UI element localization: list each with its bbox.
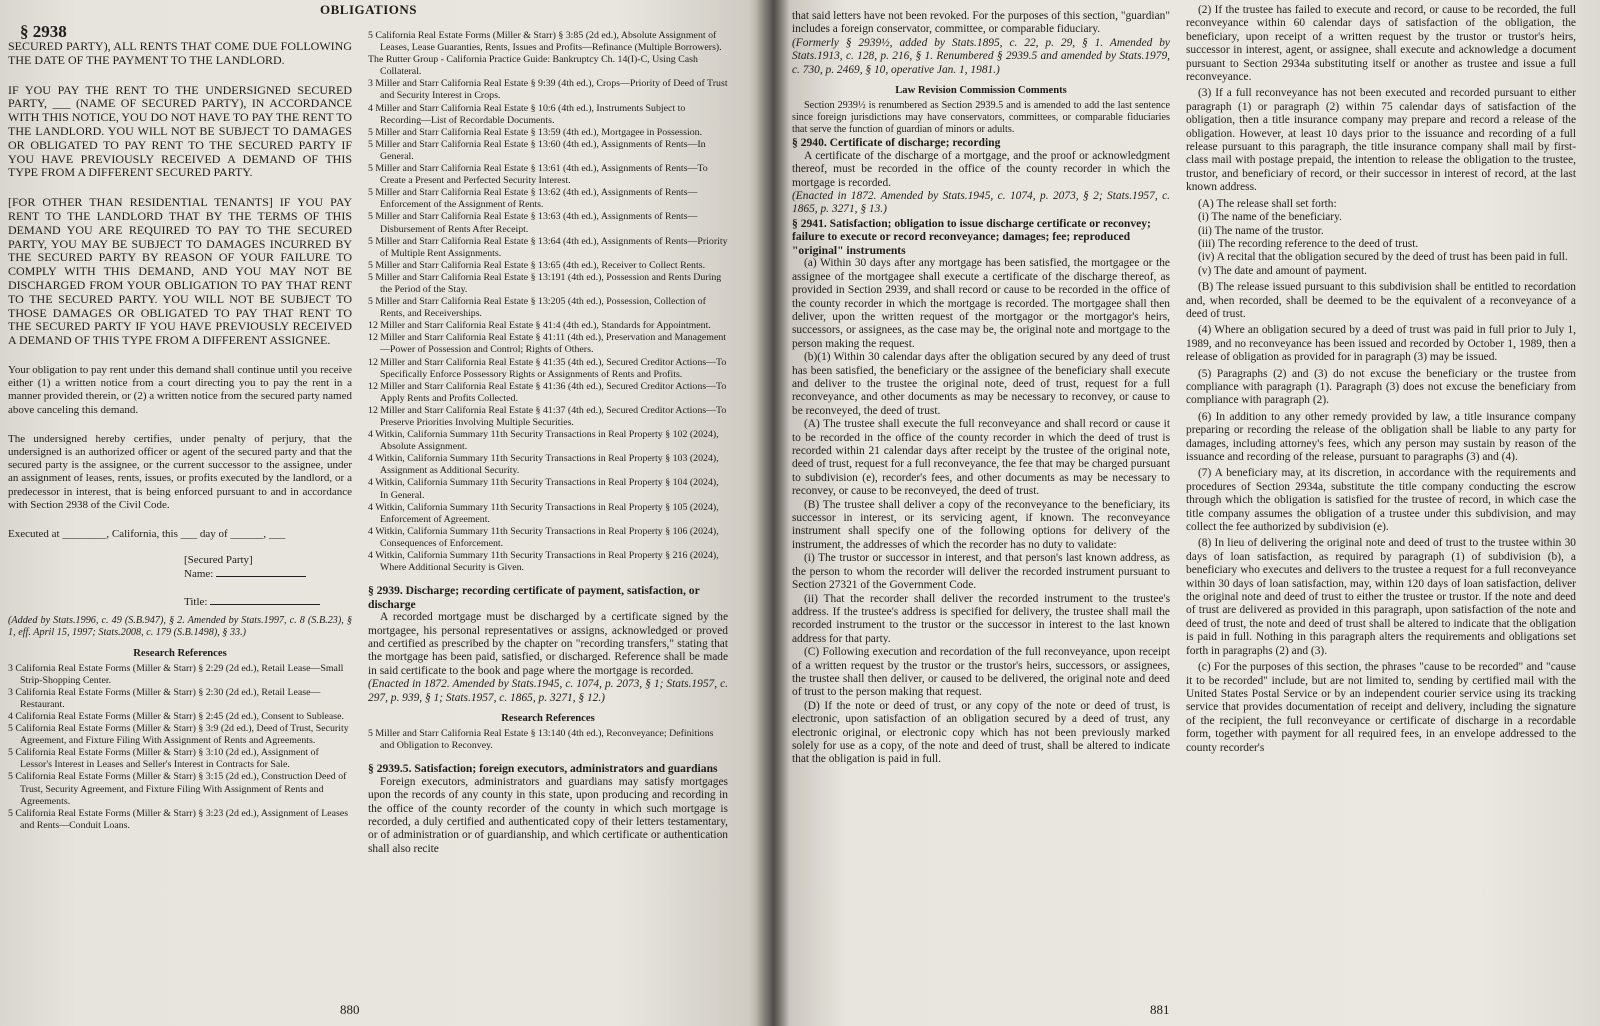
ref-item: 4 Witkin, California Summary 11th Security Transactions in Real Property § 104 (2024), In General.	[368, 477, 719, 501]
lrc-text: Section 2939½ is renumbered as Section 2939.5 and is amended to add the last sentence since foreign jurisdictions may have conservators, committees, or comparable fiduciaries that serve the function of guardian of minors or adults.	[792, 100, 1170, 136]
caps-paragraph: IF YOU PAY THE RENT TO THE UNDERSIGNED SECURED PARTY, ___ (NAME OF SECURED PARTY), IN ACCORDANCE WITH THIS NOTICE, YOU DO NOT HAVE TO PAY THE RENT TO THE LANDLORD. YOU WILL NOT BE SUBJECT TO DAMAGES OR OBLIGATED TO PAY RENT TO THE SECURED PARTY IF YOU HAVE PREVIOUSLY RECEIVED A DEMAND OF THIS TYPE FROM A DIFFERENT SECURED PARTY.	[8, 82, 352, 180]
ref-item: 4 Witkin, California Summary 11th Security Transactions in Real Property § 102 (2024), Absolute Assignment.	[368, 429, 719, 453]
section-paragraph: (3) If a full reconveyance has not been executed and recorded pursuant to either paragraph (1) or paragraph (2) within 75 calendar days of satisfaction of the obligation, then a title insurance company may prepare and record a release of the obligation. However, at least 10 days prior to the issuance and recording of a full release pursuant to this paragraph, the title insurance company shall mail by first-class mail with postage prepaid, the intention to release the obligation to the trustee, trustor, and beneficiary of record, or their successor in interest of record, at the last known address.	[1186, 87, 1576, 194]
section-paragraph: (A) The trustee shall execute the full reconveyance and shall record or cause it to be recorded in the office of the county recorder in which the deed of trust is recorded within 21 calendar days after receipt by the trustee of the original note, deed of trust, request for a full reconveyance, the fee that may be charged pursuant to subdivision (e), recorder's fees, and other documents as may be necessary to reconvey, or cause to be reconveyed, the deed of trust.	[792, 418, 1170, 498]
executed-line: Executed at ________, California, this ___ day of ______, ___	[8, 527, 286, 540]
section-heading: § 2940. Certificate of discharge; recording	[792, 136, 1001, 150]
ref-item: 4 California Real Estate Forms (Miller & Starr) § 2:45 (2d ed.), Consent to Sublease.	[8, 710, 344, 722]
ref-item: 5 California Real Estate Forms (Miller & Starr) § 3:85 (2d ed.), Absolute Assignment of Leases, Lease Guaranties, Rents, Issues and Profits—Refinance (Multiple Borrowers).	[368, 30, 722, 54]
refs-heading: Research References	[133, 647, 227, 659]
ref-item: 3 California Real Estate Forms (Miller & Starr) § 2:29 (2d ed.), Retail Lease—Small Strip-Shopping Center.	[8, 662, 344, 686]
history-note: (Enacted in 1872. Amended by Stats.1945, c. 1074, p. 2073, § 2; Stats.1957, c. 1865, p. 3271, § 13.)	[792, 190, 1170, 216]
signature-block	[184, 553, 352, 609]
ref-item: 5 California Real Estate Forms (Miller & Starr) § 3:15 (2d ed.), Construction Deed of Trust, Security Agreement, and Fixture Filing With Assignment of Rents and Agreements.	[8, 771, 347, 807]
right-column-1	[792, 10, 1170, 767]
ref-item: 12 Miller and Starr California Real Estate § 41:11 (4th ed.), Preservation and Management—Power of Possession and Control; Rights of Others.	[368, 332, 727, 356]
body-paragraph: Your obligation to pay rent under this demand shall continue until you receive either (1) a written notice from a court directing you to pay the rent in a manner provided therein, or (2) a written notice from the secured party named above canceling this demand.	[8, 363, 352, 416]
section-paragraph: (5) Paragraphs (2) and (3) do not excuse the beneficiary or the trustee from compliance with paragraph (1). Paragraph (3) does not excuse the beneficiary from compliance with paragraph (2).	[1186, 367, 1576, 407]
ref-item: 5 Miller and Starr California Real Estate § 13:62 (4th ed.), Assignments of Rents—Enforcement of the Assignment of Rents.	[368, 187, 698, 211]
section-paragraph: (iii) The recording reference to the deed of trust.	[1198, 237, 1419, 250]
section-paragraph: (A) The release shall set forth:	[1198, 197, 1337, 210]
signature-label: [Secured Party]	[184, 554, 253, 567]
right-column-2	[1186, 4, 1576, 755]
ref-item: 12 Miller and Starr California Real Estate § 41:35 (4th ed.), Secured Creditor Actions—To Specifically Enforce Possessory Rights or Assignments of Rents and Profits.	[368, 356, 727, 380]
ref-item: 5 California Real Estate Forms (Miller & Starr) § 3:9 (2d ed.), Deed of Trust, Security Agreement, and Fixture Filing With Assignment of Rents and Agreements.	[8, 723, 349, 747]
section-paragraph: (4) Where an obligation secured by a deed of trust was paid in full prior to July 1, 1989, and no reconveyance has been issued and recorded by October 1, 1989, then a release of obligation as provided for in paragraph (3) may be issued.	[1186, 324, 1576, 364]
section-body: Foreign executors, administrators and guardians may satisfy mortgages upon the records of any county in this state, upon producing and recording in the office of the county recorder of the county in which such mortgage is recorded, a duly certified and authenticated copy of their letters testamentary, or of administration or of guardianship, and which certificate or authentication shall also recite	[368, 775, 728, 855]
section-paragraph: (7) A beneficiary may, at its discretion, in accordance with the requirements and procedures of Section 2934a, substitute the title company conducting the escrow through which the obligation is satisfied for the trustee of record, in which case the title company assumes the obligation of a trustee under this subdivision, and may collect the fee authorized by subdivision (e).	[1186, 467, 1576, 534]
section-heading: § 2939. Discharge; recording certificate of payment, satisfaction, or discharge	[368, 584, 700, 611]
ref-item: The Rutter Group - California Practice Guide: Bankruptcy Ch. 14(I)-C, Using Cash Collateral.	[368, 54, 698, 78]
section-paragraph: (i) The trustor or successor in interest, and that person's last known address, as the person to whom the recorder will deliver the recorded instrument pursuant to Section 27321 of the Government Code.	[792, 552, 1170, 592]
history-note: (Formerly § 2939½, added by Stats.1895, c. 22, p. 29, § 1. Amended by Stats.1913, c. 128, p. 216, § 1. Renumbered § 2939.5 and amended by Stats.1979, c. 730, p. 2469, § 10, operative Jan. 1, 1981.)	[792, 36, 1170, 76]
page-number: 880	[340, 1002, 360, 1017]
section-paragraph: (ii) That the recorder shall deliver the recorded instrument to the trustee's address. If the trustee's address is specified for delivery, the trustee shall mail the recorded instrument to the trustor or the successor in interest to the last known address for that party.	[792, 592, 1170, 645]
section-body: A certificate of the discharge of a mortgage, and the proof or acknowledgment thereof, must be recorded in the office of the county recorder in which the mortgage is recorded.	[792, 149, 1170, 189]
signature-line	[210, 604, 320, 605]
section-paragraph: (6) In addition to any other remedy provided by law, a title insurance company preparing or recording the release of the obligation shall be liable to any party for damages, including attorney's fees, which any person may sustain by reason of the issuance and recording of the release, pursuant to paragraphs (3) and (4).	[1186, 410, 1576, 463]
section-paragraph: (b)(1) Within 30 calendar days after the obligation secured by any deed of trust has been satisfied, the beneficiary or the assignee of the beneficiary shall execute and deliver to the trustee the original note, deed of trust, request for a full reconveyance, and other documents as may be necessary to reconvey, or cause to be reconveyed, the deed of trust.	[792, 351, 1170, 417]
ref-item: 5 Miller and Starr California Real Estate § 13:205 (4th ed.), Possession, Collection of Rents, and Receiverships.	[368, 296, 706, 320]
section-tag: § 2938	[20, 22, 67, 41]
section-paragraph: (C) Following execution and recordation of the full reconveyance, upon receipt of a written request by the trustor or the trustor's heirs, successors, or assignees, the trustee shall then deliver, or caused to be delivered, the original note and deed of trust to the person making that request.	[792, 646, 1170, 699]
ref-item: 5 Miller and Starr California Real Estate § 13:140 (4th ed.), Reconveyance; Definitions and Obligation to Reconvey.	[368, 728, 714, 752]
ref-item: 12 Miller and Starr California Real Estate § 41:37 (4th ed.), Secured Creditor Actions—To Preserve Priorities Involving Multiple Securities.	[368, 404, 727, 428]
section-paragraph: (2) If the trustee has failed to execute and record, or cause to be recorded, the full reconveyance within 60 calendar days of satisfaction of the obligation, the beneficiary, upon receipt of a written request by the trustor or trustor's heirs, successor in interest, agent, or assignee, shall execute and acknowledge a document pursuant to Section 2934a substituting itself or another as trustee and issue a full reconveyance.	[1186, 4, 1576, 84]
ref-item: 5 California Real Estate Forms (Miller & Starr) § 3:23 (2d ed.), Assignment of Leases and Rents—Conduit Loans.	[8, 807, 349, 831]
continued-text: that said letters have not been revoked. For the purposes of this section, "guardian" includes a foreign conservator, committee, or comparable fiduciary.	[792, 10, 1170, 36]
section-paragraph: (8) In lieu of delivering the original note and deed of trust to the trustee within 30 days of loan satisfaction, as required by paragraph (1) of subdivision (b), a beneficiary who executes and delivers to the trustee a request for a full reconveyance within 30 days of loan satisfaction, may, within 120 days of loan satisfaction, deliver the original note and deed of trust to either the trustee or trustor. If the note and deed of trust are delivered as provided in this paragraph, upon satisfaction of the note and deed of trust, the note and deed of trust shall be altered to indicate that the obligation is paid in full. Nothing in this paragraph alters the requirements and obligations set forth in paragraphs (2) and (3).	[1186, 537, 1576, 657]
left-column-2	[368, 30, 728, 856]
page-number: 881	[1150, 1002, 1170, 1017]
ref-item: 3 California Real Estate Forms (Miller & Starr) § 2:30 (2d ed.), Retail Lease—Restaurant.	[8, 686, 321, 710]
section-paragraph: (i) The name of the beneficiary.	[1198, 211, 1342, 224]
section-paragraph: (D) If the note or deed of trust, or any copy of the note or deed of trust, is electronic, upon satisfaction of an obligation secured by a deed of trust, any electronic original, or electronic copy which has not been previously marked solely for use as a copy, of the note and deed of trust, shall be altered to indicate that the obligation is paid in full.	[792, 699, 1170, 766]
section-paragraph: (a) Within 30 days after any mortgage has been satisfied, the mortgagee or the assignee of the mortgagee shall execute a certificate of the discharge thereof, as provided in Section 2939, and shall record or cause to be recorded in the office of the county recorder in which the mortgage is recorded. The mortgagee shall then deliver, upon the written request of the mortgagor or the mortgagor's heirs, successors, or assignees, as the case may be, the original note and mortgage to the person making the request.	[792, 257, 1170, 350]
section-paragraph: (c) For the purposes of this section, the phrases "cause to be recorded" and "cause it to be recorded" include, but are not limited to, sending by certified mail with the United States Postal Service or by an independent courier service using its tracking service that provides documentation of receipt and delivery, including the signature of the recipient, the full reconveyance or certificate of discharge in a recordable form, together with payment for all required fees, in an envelope addressed to the county recorder's	[1186, 661, 1576, 754]
ref-item: 4 Witkin, California Summary 11th Security Transactions in Real Property § 105 (2024), Enforcement of Agreement.	[368, 501, 719, 525]
section-heading: § 2941. Satisfaction; obligation to issue discharge certificate or reconvey; failure to execute or record reconveyance; damages; fee; reproduced "original" instruments	[792, 216, 1151, 257]
ref-item: 5 Miller and Starr California Real Estate § 13:61 (4th ed.), Assignments of Rents—To Create a Present and Perfected Security Interest.	[368, 163, 708, 187]
section-body: A recorded mortgage must be discharged by a certificate signed by the mortgagee, his personal representatives or assigns, acknowledged or proved and certified as prescribed by the chapter on "recording transfers," stating that the mortgage has been paid, satisfied, or discharged. Reference shall be made in said certificate to the book and page where the mortgage is recorded.	[368, 611, 728, 677]
caps-paragraph: [FOR OTHER THAN RESIDENTIAL TENANTS] IF YOU PAY RENT TO THE LANDLORD THAT BY THE TERMS OF THIS DEMAND YOU ARE REQUIRED TO PAY TO THE SECURED PARTY, YOU MAY BE SUBJECT TO DAMAGES INCURRED BY THE SECURED PARTY BY REASON OF YOUR FAILURE TO COMPLY WITH THIS DEMAND, AND YOU MAY NOT BE DISCHARGED FROM YOUR OBLIGATION TO PAY THAT RENT TO THE SECURED PARTY. YOU WILL NOT BE SUBJECT TO THOSE DAMAGES OR OBLIGATED TO PAY THAT RENT TO THE SECURED PARTY IF YOU HAVE PREVIOUSLY RECEIVED A DEMAND OF THIS TYPE FROM A DIFFERENT ASSIGNEE.	[8, 195, 352, 348]
section-paragraph: (v) The date and amount of payment.	[1198, 264, 1368, 277]
ref-item: 3 Miller and Starr California Real Estate § 9:39 (4th ed.), Crops—Priority of Deed of Trust and Security Interest in Crops.	[368, 78, 728, 102]
refs-list	[8, 663, 352, 832]
ref-item: 5 Miller and Starr California Real Estate § 13:64 (4th ed.), Assignments of Rents—Priority of Multiple Rent Assignments.	[368, 235, 728, 259]
signature-line	[216, 576, 306, 577]
signature-label: Name:	[184, 568, 214, 581]
ref-item: 5 Miller and Starr California Real Estate § 13:191 (4th ed.), Possession and Rents During the Period of the Stay.	[368, 271, 722, 295]
ref-item: 4 Miller and Starr California Real Estate § 10:6 (4th ed.), Instruments Subject to Recording—List of Recordable Documents.	[368, 102, 686, 126]
ref-item: 4 Witkin, California Summary 11th Security Transactions in Real Property § 103 (2024), Assignment as Additional Security.	[368, 453, 719, 477]
section-paragraph: (B) The release issued pursuant to this subdivision shall be entitled to recordation and, when recorded, shall be deemed to be the equivalent of a reconveyance of a deed of trust.	[1186, 281, 1576, 320]
signature-label: Title:	[184, 596, 208, 609]
lrc-heading: Law Revision Commission Comments	[895, 85, 1067, 97]
body-paragraph: The undersigned hereby certifies, under penalty of perjury, that the undersigned is an authorized officer or agent of the secured party and that the secured party is the assignee, or the current successor to the assignee, under an assignment of leases, rents, issues, or profits executed by the landlord, or a predecessor in interest, that is being enforced pursuant to and in accordance with Section 2938 of the Civil Code.	[8, 432, 352, 511]
ref-item: 5 Miller and Starr California Real Estate § 13:63 (4th ed.), Assignments of Rents—Disbursement of Rents After Receipt.	[368, 211, 698, 235]
ref-item: 4 Witkin, California Summary 11th Security Transactions in Real Property § 216 (2024), Where Additional Security is Given.	[368, 550, 719, 574]
section-paragraph: (iv) A recital that the obligation secured by the deed of trust has been paid in full.	[1198, 251, 1568, 264]
ref-item: 5 Miller and Starr California Real Estate § 13:59 (4th ed.), Mortgagee in Possession.	[368, 126, 703, 138]
ref-item: 12 Miller and Starr California Real Estate § 41:4 (4th ed.), Standards for Appointment.	[368, 320, 711, 332]
ref-item: 5 California Real Estate Forms (Miller & Starr) § 3:10 (2d ed.), Assignment of Lessor's Interest in Leases and Seller's Interest in Contracts for Sale.	[8, 747, 319, 771]
left-column-1	[8, 40, 352, 832]
ref-item: 4 Witkin, California Summary 11th Security Transactions in Real Property § 106 (2024), Consequences of Enforcement.	[368, 525, 719, 549]
section-paragraph: (ii) The name of the trustor.	[1198, 224, 1324, 237]
refs-list	[368, 30, 728, 574]
refs-heading: Research References	[501, 713, 595, 725]
section-heading: § 2939.5. Satisfaction; foreign executors, administrators and guardians	[368, 762, 718, 776]
ref-item: 5 Miller and Starr California Real Estate § 13:65 (4th ed.), Receiver to Collect Rents.	[368, 259, 706, 271]
history-note: (Added by Stats.1996, c. 49 (S.B.947), § 2. Amended by Stats.1997, c. 8 (S.B.23), § 1, eff. April 15, 1997; Stats.2008, c. 179 (S.B.1498), § 33.)	[8, 615, 352, 639]
section-paragraph: (B) The trustee shall deliver a copy of the reconveyance to the beneficiary, its successor in interest, or its servicing agent, if known. The reconveyance instrument shall specify one of the following options for delivery of the instrument, the addresses of which the recorder has no duty to validate:	[792, 498, 1170, 551]
caps-paragraph: SECURED PARTY), ALL RENTS THAT COME DUE FOLLOWING THE DATE OF THE PAYMENT TO THE LANDLORD.	[8, 39, 352, 67]
history-note: (Enacted in 1872. Amended by Stats.1945, c. 1074, p. 2073, § 1; Stats.1957, c. 297, p. 939, § 1; Stats.1957, c. 1865, p. 3271, § 12.)	[368, 678, 728, 704]
ref-item: 5 Miller and Starr California Real Estate § 13:60 (4th ed.), Assignments of Rents—In General.	[368, 138, 706, 162]
running-head: OBLIGATIONS	[320, 2, 418, 17]
right-page	[772, 0, 1600, 1026]
ref-item: 12 Miller and Starr California Real Estate § 41:36 (4th ed.), Secured Creditor Actions—To Apply Rents and Profits Collected.	[368, 380, 727, 404]
left-page	[0, 0, 772, 1026]
